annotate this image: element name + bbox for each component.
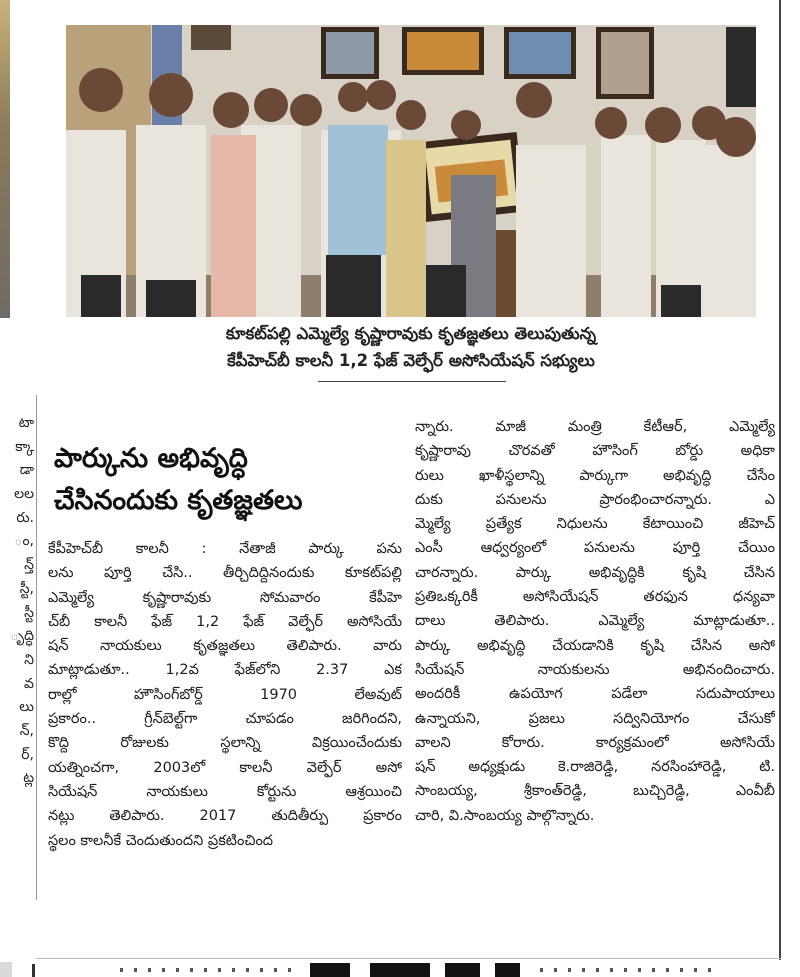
body-line: న్నారు. మాజీ మంత్రి కేటీఆర్, ఎమ్మెల్యే	[415, 419, 775, 435]
fragment-line: ం,	[14, 533, 34, 550]
next-article-strip	[0, 962, 800, 977]
photo-group-icon	[66, 25, 756, 317]
fragment-line: ని	[24, 651, 34, 668]
page-bottom-rule	[36, 958, 781, 959]
fragment-line: టా	[18, 415, 34, 431]
body-line: కృష్ణారావు చొరవతో హౌసింగ్ బోర్డు అధికా	[415, 443, 775, 460]
body-line: సాంబయ్య, శ్రీకాంత్‌రెడ్డి, బుచ్చిరెడ్డి, ఎంవీబీ	[415, 783, 775, 800]
body-line: లను పూర్తి చేసి.. తీర్చిదిద్దినందుకు కూకట్‌పల్లి	[48, 565, 402, 582]
body-line: సియేషన్ నాయకులను అభినందించారు.	[415, 661, 775, 678]
fragment-line: డా	[19, 462, 34, 479]
body-line: దాలు తెలిపారు. ఎమ్మెల్యే మాట్లాడుతూ..	[415, 613, 775, 630]
fragment-line: లల	[14, 486, 34, 503]
body-line: ఎంసీ ఆధ్వర్యంలో పనులను పూర్తి చేయిం	[415, 540, 775, 557]
fragment-line: రు.	[16, 509, 34, 526]
body-line: అందరికీ ఉపయోగ పడేలా సదుపాయాలు	[415, 686, 775, 703]
article-body-column-2	[415, 415, 775, 828]
next-article-block	[0, 962, 12, 977]
body-line: ప్రకారం.. గ్రీన్‌బెల్ట్‌గా చూపడం జరిగిందని,	[48, 711, 402, 728]
body-line: ప్రతిఒక్కరికీ అసోసియేషన్ తరఫున ధన్యవా	[415, 589, 775, 606]
caption-underline	[318, 381, 506, 382]
body-line: మాట్లాడుతూ.. 1,2వ ఫేజ్‌లోని 2.37 ఎక	[48, 662, 402, 679]
body-line: చారి, వి.సాంబయ్య పాల్గొన్నారు.	[415, 807, 595, 824]
body-line: రులు ఖాళీస్థలాన్ని పార్కుగా అభివృద్ధి చేసేం	[415, 467, 775, 484]
body-line: కొద్ది రోజులకు స్థలాన్ని విక్రయించేందుకు	[48, 735, 402, 752]
body-line: సియేషన్ నాయకులు కోర్టును ఆశ్రయించి	[48, 783, 402, 800]
article-headline	[54, 438, 404, 522]
body-line: కేపీహెచ్‌బీ కాలనీ : నేతాజీ పార్కు పను	[48, 541, 402, 557]
fragment-line: న్,	[19, 722, 34, 739]
fragment-line: ట్ల	[23, 770, 34, 787]
news-photo	[66, 25, 756, 317]
fragment-line: స్టీ	[24, 604, 34, 621]
body-line: ఉన్నాయని, ప్రజలు సద్వినియోగం చేసుకో	[415, 710, 775, 727]
adjacent-article-fragment	[0, 412, 34, 791]
photo-caption	[66, 320, 756, 374]
column-border-right	[779, 0, 781, 960]
body-line: దుకు పనులను ప్రారంభించారన్నారు. ఎ	[415, 491, 775, 508]
body-line: రాల్లో హౌసింగ్‌బోర్డ్ 1970 లేఅవుట్	[48, 686, 402, 703]
body-line: స్థలం కాలనీకే చెందుతుందని ప్రకటించింద	[48, 832, 274, 849]
column-divider-left	[36, 395, 37, 900]
next-headline-fragment	[495, 963, 520, 977]
caption-line-1: కూకట్‌పల్లి ఎమ్మెల్యే కృష్ణారావుకు కృతజ్ఞతలు తెలుపుతున్న	[225, 324, 597, 343]
article-body-column-1	[48, 537, 402, 853]
next-article-text-fragment	[120, 968, 300, 972]
body-line: చారన్నారు. పార్కు అభివృద్ధికి కృషి చేసిన	[415, 564, 775, 581]
body-line: పార్కు అభివృద్ధి చేయడానికి కృషి చేసిన అసో	[415, 637, 775, 654]
fragment-line: వ	[24, 675, 34, 692]
body-line: షన్ నాయకులు కృతజ్ఞతలు తెలిపారు. వారు	[48, 638, 402, 655]
body-line: చ్‌బీ కాలనీ ఫేజ్ 1,2 ఫేజ్ వెల్ఫేర్ అసోసియే	[48, 613, 402, 630]
body-line: మ్మెల్యే ప్రత్యేక నిధులను కేటాయించి జీహెచ్	[415, 516, 775, 533]
body-line: వాలని కోరారు. కార్యక్రమంలో అసోసియే	[415, 734, 775, 751]
body-line: ఎమ్మెల్యే కృష్ణారావుకు సోమవారం కేపీహె	[48, 589, 402, 606]
fragment-line: ర్,	[21, 746, 34, 763]
next-headline-fragment	[310, 963, 350, 977]
next-article-text-fragment	[540, 968, 720, 972]
next-headline-fragment	[370, 963, 430, 977]
next-article-bar	[32, 964, 35, 977]
caption-line-2: కేపీహెచ్‌బీ కాలనీ 1,2 ఫేజ్ వెల్ఫేర్ అసోసియేషన్ సభ్యులు	[227, 351, 595, 370]
headline-line-1: పార్కును అభివృద్ధి	[54, 443, 248, 474]
next-headline-fragment	[445, 963, 480, 977]
body-line: నట్లు తెలిపారు. 2017 తుదితీర్పు ప్రకారం	[48, 808, 402, 825]
fragment-line: ృద్ధి	[10, 628, 34, 645]
headline-line-2: చేసినందుకు కృతజ్ఞతలు	[54, 485, 303, 516]
adjacent-photo-edge	[0, 0, 10, 318]
body-line: యత్నించగా, 2003లో కాలనీ వెల్ఫేర్ అసో	[48, 759, 402, 776]
fragment-line: క్కా	[15, 438, 34, 455]
fragment-line: లు	[19, 699, 34, 716]
fragment-line: న్త్	[24, 557, 34, 574]
body-line: షన్ అధ్యక్షుడు కె.రాజిరెడ్డి, నరసింహారెడ్డి, టి.	[415, 759, 775, 776]
fragment-line: స్టీ,	[19, 580, 34, 597]
